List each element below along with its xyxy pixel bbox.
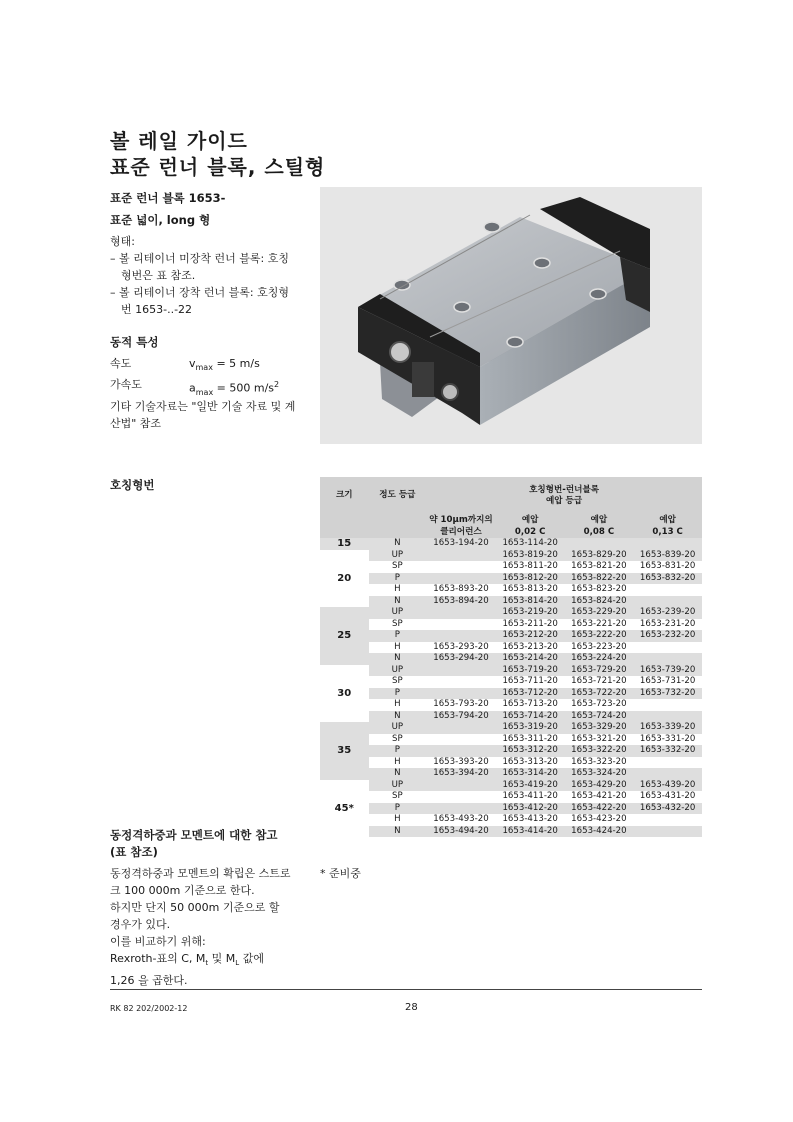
clearance-cell: 1653-294-20	[426, 653, 496, 665]
page-number: 28	[405, 1002, 418, 1013]
bullet-line: – 볼 리테이너 미장착 런너 블록: 호칭	[110, 252, 289, 265]
precision-cell: UP	[369, 665, 427, 677]
precision-cell: N	[369, 768, 427, 780]
precision-cell: SP	[369, 561, 427, 573]
preload-008-cell: 1653-321-20	[565, 734, 634, 746]
runner-block-illustration	[320, 187, 702, 444]
preload-008-cell: 1653-429-20	[565, 780, 634, 792]
preload-008-cell: 1653-421-20	[565, 791, 634, 803]
clearance-cell	[426, 561, 496, 573]
preload-002-cell: 1653-114-20	[496, 538, 565, 550]
clearance-cell	[426, 745, 496, 757]
table-row	[320, 803, 702, 815]
preload-002-cell: 1653-419-20	[496, 780, 565, 792]
table-row	[320, 688, 702, 700]
table-row	[320, 573, 702, 585]
preload-013-cell	[633, 584, 702, 596]
preload-013-cell	[633, 814, 702, 826]
clearance-cell: 1653-194-20	[426, 538, 496, 550]
clearance-cell: 1653-493-20	[426, 814, 496, 826]
table-row	[320, 780, 702, 792]
clearance-cell	[426, 734, 496, 746]
clearance-cell	[426, 722, 496, 734]
precision-cell: SP	[369, 619, 427, 631]
load-rating-heading: 동정격하중과 모멘트에 대한 참고 (표 참조)	[110, 828, 278, 859]
preload-002-cell: 1653-312-20	[496, 745, 565, 757]
size-cell: 20	[320, 550, 369, 608]
preload-013-cell: 1653-831-20	[633, 561, 702, 573]
preload-002-cell: 1653-711-20	[496, 676, 565, 688]
preload-008-cell: 1653-422-20	[565, 803, 634, 815]
size-cell: 25	[320, 607, 369, 665]
preload-013-cell	[633, 711, 702, 723]
page-subtitle: 표준 런너 블록, 스틸형	[110, 155, 326, 179]
col-header-preload-008: 예압 0,08 C	[565, 515, 634, 538]
preload-013-cell: 1653-431-20	[633, 791, 702, 803]
precision-cell: N	[369, 711, 427, 723]
preload-013-cell	[633, 596, 702, 608]
table-row	[320, 826, 702, 838]
preload-008-cell: 1653-322-20	[565, 745, 634, 757]
col-header-precision: 정도 등급	[369, 477, 427, 515]
clearance-cell	[426, 688, 496, 700]
preload-002-cell: 1653-413-20	[496, 814, 565, 826]
footer-divider	[110, 989, 702, 990]
header-blank	[369, 515, 427, 538]
precision-cell: SP	[369, 734, 427, 746]
preload-002-cell: 1653-214-20	[496, 653, 565, 665]
preload-013-cell: 1653-832-20	[633, 573, 702, 585]
col-header-clearance: 약 10μm까지의 클리어런스	[426, 515, 496, 538]
load-rating-text: 동정격하중과 모멘트의 확립은 스트로 크 100 000m 기준으로 한다. 하지만 단지 50 000m 기준으로 할 경우가 있다. 이를 비교하기 위해: Rexroth-표의 C, $M_t$ 및 $M_L$ 값에 1,26 을 곱한다.	[110, 867, 291, 988]
preload-013-cell	[633, 653, 702, 665]
preload-008-cell: 1653-223-20	[565, 642, 634, 654]
clearance-cell	[426, 619, 496, 631]
precision-cell: H	[369, 699, 427, 711]
precision-cell: N	[369, 538, 427, 550]
preload-002-cell: 1653-814-20	[496, 596, 565, 608]
clearance-cell	[426, 607, 496, 619]
precision-cell: N	[369, 653, 427, 665]
form-description	[110, 233, 315, 318]
precision-cell: H	[369, 642, 427, 654]
preload-013-cell: 1653-331-20	[633, 734, 702, 746]
size-cell: 45*	[320, 780, 369, 838]
preload-008-cell: 1653-729-20	[565, 665, 634, 677]
clearance-cell: 1653-793-20	[426, 699, 496, 711]
preload-013-cell	[633, 642, 702, 654]
tech-note: 기타 기술자료는 "일반 기술 자료 및 계 산법" 참조	[110, 400, 296, 430]
table-row	[320, 699, 702, 711]
clearance-cell	[426, 791, 496, 803]
preload-013-cell	[633, 826, 702, 838]
precision-cell: SP	[369, 791, 427, 803]
preload-002-cell: 1653-813-20	[496, 584, 565, 596]
preload-002-cell: 1653-714-20	[496, 711, 565, 723]
table-row	[320, 814, 702, 826]
table-row	[320, 711, 702, 723]
preload-008-cell: 1653-423-20	[565, 814, 634, 826]
clearance-cell	[426, 665, 496, 677]
size-cell: 30	[320, 665, 369, 723]
preload-013-cell: 1653-439-20	[633, 780, 702, 792]
bullet-line: 형번은 표 참조.	[121, 269, 196, 282]
bullet-line: – 볼 리테이너 장착 런너 블록: 호칭형	[110, 286, 289, 299]
precision-cell: H	[369, 757, 427, 769]
preload-008-cell	[565, 538, 634, 550]
clearance-cell: 1653-393-20	[426, 757, 496, 769]
preload-002-cell: 1653-319-20	[496, 722, 565, 734]
preload-013-cell: 1653-339-20	[633, 722, 702, 734]
col-header-size: 크기	[320, 477, 369, 515]
preload-002-cell: 1653-412-20	[496, 803, 565, 815]
preload-008-cell: 1653-229-20	[565, 607, 634, 619]
precision-cell: H	[369, 584, 427, 596]
form-label: 형태:	[110, 235, 135, 248]
precision-cell: UP	[369, 550, 427, 562]
clearance-cell	[426, 803, 496, 815]
bullet-line: 번 1653-..-22	[121, 303, 193, 316]
clearance-cell	[426, 780, 496, 792]
table-row	[320, 734, 702, 746]
preload-013-cell	[633, 699, 702, 711]
footnote: * 준비중	[320, 867, 361, 880]
speed-value: $v_{max} = 5$ m/s	[189, 357, 260, 373]
part-numbers-heading: 호칭형번	[110, 478, 155, 492]
preload-013-cell	[633, 768, 702, 780]
precision-cell: H	[369, 814, 427, 826]
accel-value: $a_{max} = 500$ $m/s^2$	[189, 380, 280, 397]
table-row	[320, 596, 702, 608]
preload-013-cell	[633, 757, 702, 769]
precision-cell: P	[369, 688, 427, 700]
clearance-cell: 1653-394-20	[426, 768, 496, 780]
page-title: 볼 레일 가이드	[110, 129, 248, 153]
preload-008-cell: 1653-821-20	[565, 561, 634, 573]
precision-cell: P	[369, 803, 427, 815]
preload-008-cell: 1653-724-20	[565, 711, 634, 723]
preload-002-cell: 1653-411-20	[496, 791, 565, 803]
table-row	[320, 676, 702, 688]
precision-cell: P	[369, 745, 427, 757]
precision-cell: P	[369, 630, 427, 642]
preload-013-cell: 1653-231-20	[633, 619, 702, 631]
table-row	[320, 607, 702, 619]
preload-002-cell: 1653-311-20	[496, 734, 565, 746]
precision-cell: P	[369, 573, 427, 585]
table-row	[320, 642, 702, 654]
preload-002-cell: 1653-212-20	[496, 630, 565, 642]
preload-002-cell: 1653-414-20	[496, 826, 565, 838]
preload-002-cell: 1653-719-20	[496, 665, 565, 677]
precision-cell: N	[369, 596, 427, 608]
preload-013-cell: 1653-332-20	[633, 745, 702, 757]
table-row	[320, 653, 702, 665]
preload-013-cell	[633, 538, 702, 550]
preload-008-cell: 1653-721-20	[565, 676, 634, 688]
preload-008-cell: 1653-722-20	[565, 688, 634, 700]
preload-002-cell: 1653-219-20	[496, 607, 565, 619]
table-row	[320, 630, 702, 642]
table-row	[320, 561, 702, 573]
header-blank	[320, 515, 369, 538]
preload-008-cell: 1653-723-20	[565, 699, 634, 711]
table-row	[320, 757, 702, 769]
col-header-preload-002: 예압 0,02 C	[496, 515, 565, 538]
clearance-cell: 1653-794-20	[426, 711, 496, 723]
col-header-preload-013: 예압 0,13 C	[633, 515, 702, 538]
clearance-cell: 1653-494-20	[426, 826, 496, 838]
preload-008-cell: 1653-222-20	[565, 630, 634, 642]
preload-013-cell: 1653-232-20	[633, 630, 702, 642]
table-row	[320, 768, 702, 780]
preload-002-cell: 1653-812-20	[496, 573, 565, 585]
product-photo	[320, 187, 702, 444]
footer-doc-id: RK 82 202/2002-12	[110, 1004, 188, 1013]
table-row	[320, 550, 702, 562]
precision-cell: UP	[369, 607, 427, 619]
preload-008-cell: 1653-329-20	[565, 722, 634, 734]
preload-013-cell: 1653-731-20	[633, 676, 702, 688]
section-heading: 표준 런너 블록 1653-	[110, 191, 226, 205]
preload-002-cell: 1653-213-20	[496, 642, 565, 654]
table-row	[320, 619, 702, 631]
preload-002-cell: 1653-819-20	[496, 550, 565, 562]
col-header-group: 호칭형번-런너블록 예압 등급	[426, 477, 702, 515]
precision-cell: UP	[369, 780, 427, 792]
part-number-table	[320, 477, 702, 837]
size-cell: 35	[320, 722, 369, 780]
preload-008-cell: 1653-224-20	[565, 653, 634, 665]
preload-013-cell: 1653-239-20	[633, 607, 702, 619]
preload-008-cell: 1653-824-20	[565, 596, 634, 608]
precision-cell: SP	[369, 676, 427, 688]
preload-002-cell: 1653-313-20	[496, 757, 565, 769]
preload-013-cell: 1653-739-20	[633, 665, 702, 677]
preload-008-cell: 1653-221-20	[565, 619, 634, 631]
preload-008-cell: 1653-829-20	[565, 550, 634, 562]
clearance-cell: 1653-293-20	[426, 642, 496, 654]
table-row	[320, 791, 702, 803]
table-body	[320, 538, 702, 837]
precision-cell: UP	[369, 722, 427, 734]
preload-008-cell: 1653-822-20	[565, 573, 634, 585]
table-row	[320, 665, 702, 677]
precision-cell: N	[369, 826, 427, 838]
preload-002-cell: 1653-211-20	[496, 619, 565, 631]
preload-013-cell: 1653-732-20	[633, 688, 702, 700]
section-subheading: 표준 넓이, long 형	[110, 213, 211, 227]
preload-002-cell: 1653-314-20	[496, 768, 565, 780]
clearance-cell	[426, 676, 496, 688]
clearance-cell	[426, 550, 496, 562]
preload-008-cell: 1653-424-20	[565, 826, 634, 838]
table-row	[320, 538, 702, 550]
speed-label: 속도	[110, 357, 132, 370]
table-row	[320, 722, 702, 734]
clearance-cell	[426, 573, 496, 585]
preload-008-cell: 1653-323-20	[565, 757, 634, 769]
preload-002-cell: 1653-713-20	[496, 699, 565, 711]
preload-013-cell: 1653-839-20	[633, 550, 702, 562]
table-row	[320, 745, 702, 757]
preload-013-cell: 1653-432-20	[633, 803, 702, 815]
clearance-cell: 1653-893-20	[426, 584, 496, 596]
preload-002-cell: 1653-811-20	[496, 561, 565, 573]
preload-008-cell: 1653-823-20	[565, 584, 634, 596]
clearance-cell: 1653-894-20	[426, 596, 496, 608]
preload-002-cell: 1653-712-20	[496, 688, 565, 700]
preload-008-cell: 1653-324-20	[565, 768, 634, 780]
clearance-cell	[426, 630, 496, 642]
accel-label: 가속도	[110, 378, 142, 391]
dynamics-heading: 동적 특성	[110, 335, 159, 349]
table-row	[320, 584, 702, 596]
size-cell: 15	[320, 538, 369, 550]
